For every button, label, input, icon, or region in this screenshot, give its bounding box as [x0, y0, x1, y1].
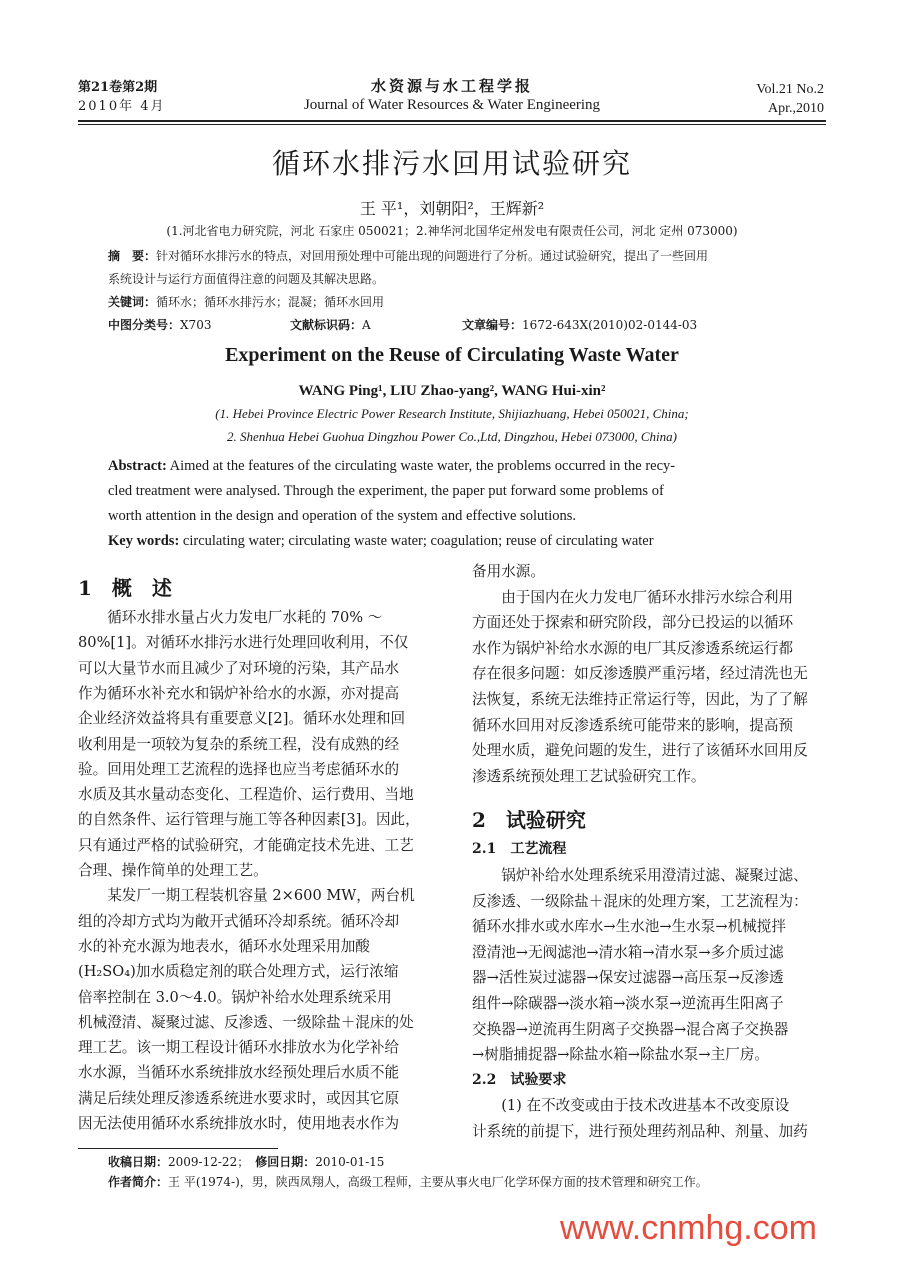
paragraph-line: 水质及其水量动态变化、工程造价、运行费用、当地: [78, 786, 414, 804]
author-bio: 王 平(1974-)，男，陕西凤翔人，高级工程师，主要从事火电厂化学环保方面的技术管理和研究工作。: [168, 1175, 708, 1189]
keywords-cn-label: 关键词：: [108, 295, 157, 309]
authors-en: WANG Ping¹, LIU Zhao-yang², WANG Hui-xin²: [298, 383, 606, 399]
issue-info-en: [756, 80, 824, 118]
paragraph-line: 水作为锅炉补给水水源的电厂其反渗透系统运行都: [472, 639, 794, 657]
header-rule-thin: [78, 124, 826, 125]
paragraph-line: 备用水源。: [472, 563, 545, 580]
volume-cn: 第21卷第2期: [78, 80, 158, 95]
paragraph-line: 验。回用处理工艺流程的选择也应当考虑循环水的: [78, 760, 400, 778]
received-date: 2009-12-22；: [168, 1155, 244, 1169]
doc-code-label: 文献标识码：: [290, 318, 363, 332]
paragraph-line: 倍率控制在 3.0～4.0。锅炉补给水处理系统采用: [78, 988, 392, 1006]
article-number-label: 文章编号：: [462, 318, 523, 332]
keywords-en: circulating water; circulating waste water; coagulation; reuse of circulating water: [179, 533, 654, 549]
header-rule: [78, 120, 826, 122]
keywords-en-label: Key words:: [108, 533, 180, 549]
abstract-cn-line: 针对循环水排污水的特点，对回用预处理中可能出现的问题进行了分析。通过试验研究，提出了一些回用: [156, 249, 709, 263]
paragraph-line: 方面还处于探索和研究阶段，部分已投运的以循环: [472, 614, 794, 632]
paragraph-line: 作为循环水补充水和锅炉补给水的水源，亦对提高: [78, 684, 400, 702]
date-en: Apr.,2010: [768, 101, 824, 116]
authors-cn: 王 平¹，刘朝阳²，王辉新²: [359, 199, 545, 218]
paragraph-line: 满足后续处理反渗透系统进水要求时，或因其它原: [78, 1089, 400, 1107]
paragraph-line: 循环水回用对反渗透系统可能带来的影响，提高预: [472, 716, 794, 734]
paragraph-line: 合理、操作简单的处理工艺。: [78, 862, 268, 879]
paragraph-line: 可以大量节水而且减少了对环境的污染，其产品水: [78, 659, 400, 677]
paragraph-line: 由于国内在火力发电厂循环水排污水综合利用: [472, 588, 794, 606]
volume-en: Vol.21 No.2: [756, 82, 824, 97]
journal-name-cn: 水资源与水工程学报: [370, 77, 533, 95]
paragraph-line: (H₂SO₄)加水质稳定剂的联合处理方式，运行浓缩: [78, 963, 399, 981]
doc-code: A: [362, 318, 371, 332]
paragraph-line: 只有通过严格的试验研究，才能确定技术先进、工艺: [78, 836, 414, 854]
affiliation-en-1: (1. Hebei Province Electric Power Research Institute, Shijiazhuang, Hebei 050021, China;: [215, 406, 689, 421]
abstract-en-label: Abstract:: [108, 458, 167, 474]
revised-label: 修回日期：: [243, 1155, 316, 1169]
paragraph-line: 水水源，当循环水系统排放水经预处理后水质不能: [78, 1064, 400, 1082]
paragraph-line: 计系统的前提下，进行预处理药剂品种、剂量、加药: [472, 1123, 808, 1140]
paragraph-line: 存在很多问题：如反渗透膜严重污堵，经过清洗也无: [472, 665, 808, 683]
journal-name-en: Journal of Water Resources & Water Engineering: [303, 97, 601, 113]
paragraph-line: 锅炉补给水处理系统采用澄清过滤、凝聚过滤、: [472, 867, 808, 884]
paragraph-line: 因无法使用循环水系统排放水时，使用地表水作为: [78, 1115, 400, 1132]
paragraph-line: 循环水排水量占火力发电厂水耗的 70% ～: [78, 609, 383, 626]
paragraph-line: (1) 在不改变或由于技术改进基本不改变原设: [472, 1097, 790, 1115]
paragraph-line: 某发厂一期工程装机容量 2×600 MW，两台机: [78, 887, 415, 905]
clc-code: X703: [180, 318, 212, 332]
abstract-en-line: cled treatment were analysed. Through the experiment, the paper put forward some problems of: [108, 483, 664, 499]
abstract-cn-label: 摘 要：: [108, 249, 157, 263]
clc-label: 中图分类号：: [108, 318, 181, 332]
paragraph-line: 收利用是一项较为复杂的系统工程，没有成熟的经: [78, 735, 400, 753]
affiliation-en-2: 2. Shenhua Hebei Guohua Dingzhou Power Co.,Ltd, Dingzhou, Hebei 073000, China): [227, 429, 677, 444]
footnotes: [108, 1152, 708, 1192]
classification-row: [108, 314, 708, 337]
abstract-en-line: worth attention in the design and operation of the system and effective solutions.: [108, 508, 577, 524]
abstract-en: [108, 454, 820, 554]
revised-date: 2010-01-15: [315, 1155, 385, 1169]
paragraph-line: 水的补充水源为地表水，循环水处理采用加酸: [78, 937, 370, 955]
paragraph-line: 交换器→逆流再生阴离子交换器→混合离子交换器: [472, 1020, 789, 1038]
paragraph-line: 澄清池→无阀滤池→清水箱→清水泵→多介质过滤: [472, 943, 784, 961]
paragraph-line: 组的冷却方式均为敞开式循环冷却系统。循环冷却: [78, 912, 400, 930]
paragraph-line: 法恢复，系统无法维持正常运行等，因此，为了了解: [472, 691, 808, 708]
article-number: 1672-643X(2010)02-0144-03: [522, 318, 698, 332]
paper-title-cn: 循环水排污水回用试验研究: [271, 147, 632, 180]
section-heading: 2.2 试验要求: [472, 1071, 567, 1088]
section-heading: 1 概 述: [78, 576, 172, 600]
paragraph-line: 企业经济效益将具有重要意义[2]。循环水处理和回: [78, 710, 406, 728]
paragraph-line: 器→活性炭过滤器→保安过滤器→高压泵→反渗透: [472, 969, 784, 987]
paragraph-line: →树脂捕捉器→除盐水箱→除盐水泵→主厂房。: [472, 1046, 770, 1064]
footnote-rule: [78, 1148, 278, 1149]
keywords-cn: 循环水；循环水排污水；混凝；循环水回用: [156, 295, 385, 309]
section-heading: 2.1 工艺流程: [472, 841, 567, 858]
paragraph-line: 理工艺。该一期工程设计循环水排放水为化学补给: [78, 1039, 400, 1057]
paper-title-en: Experiment on the Reuse of Circulating Waste Water: [225, 344, 679, 366]
paragraph-line: 反渗透、一级除盐＋混床的处理方案，工艺流程为：: [472, 892, 808, 910]
abstract-cn: [108, 245, 708, 337]
received-label: 收稿日期：: [108, 1155, 169, 1169]
paragraph-line: 80%[1]。对循环水排污水进行处理回收利用，不仅: [78, 634, 409, 652]
affiliation-cn: (1.河北省电力研究院，河北 石家庄 050021；2.神华河北国华定州发电有限责任公司，河北 定州 073000): [166, 224, 738, 238]
date-cn: 2010年 4月: [78, 99, 166, 114]
paragraph-line: 循环水排水或水库水→生水池→生水泵→机械搅拌: [472, 918, 786, 936]
abstract-en-line: Aimed at the features of the circulating waste water, the problems occurred in the recy-: [166, 458, 676, 474]
section-heading: 2 试验研究: [472, 808, 586, 833]
paragraph-line: 机械澄清、凝聚过滤、反渗透、一级除盐＋混床的处: [78, 1013, 414, 1031]
paragraph-line: 渗透系统预处理工艺试验研究工作。: [472, 767, 706, 785]
paragraph-line: 组件→除碳器→淡水箱→淡水泵→逆流再生阳离子: [472, 995, 784, 1012]
paragraph-line: 的自然条件、运行管理与施工等各种因素[3]。因此，: [78, 811, 420, 829]
watermark: www.cnmhg.com: [560, 1209, 817, 1247]
bio-label: 作者简介：: [108, 1175, 169, 1189]
abstract-cn-line: 系统设计与运行方面值得注意的问题及其解决思路。: [108, 272, 385, 286]
paragraph-line: 处理水质，避免问题的发生，进行了该循环水回用反: [472, 742, 808, 760]
